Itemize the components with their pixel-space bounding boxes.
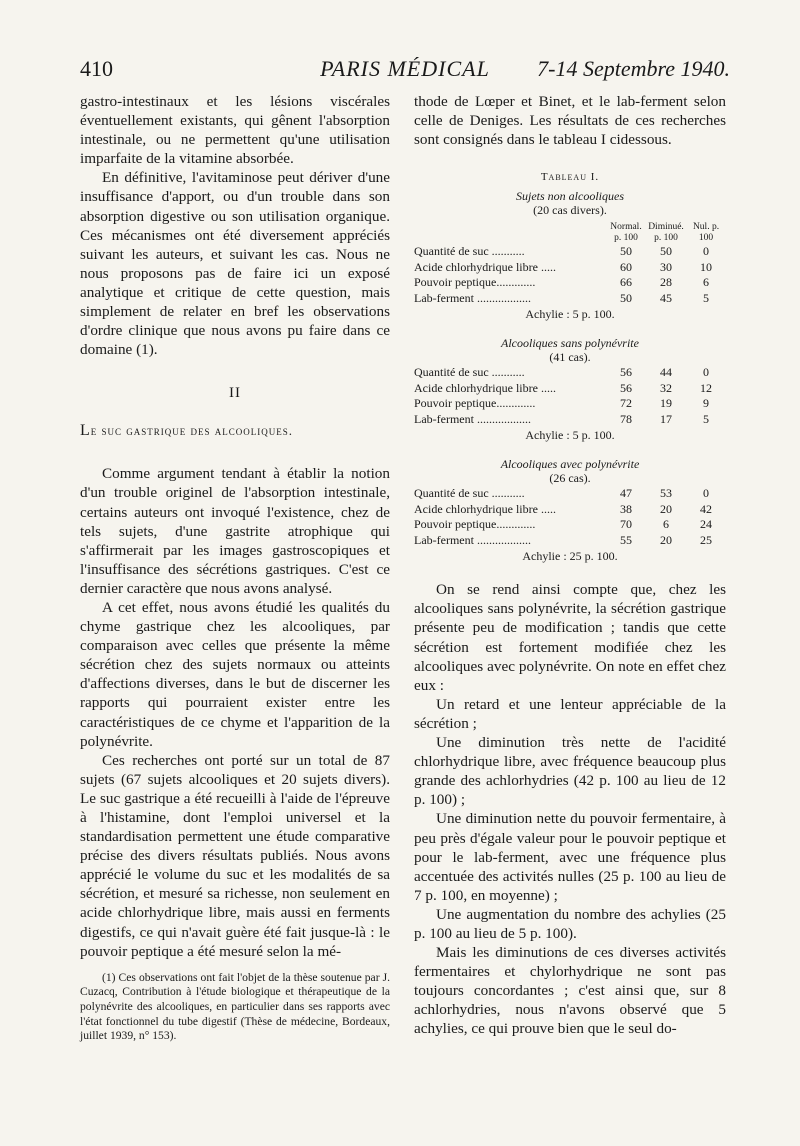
table-row [414,275,726,291]
cell-normal: 38 [620,501,632,516]
row-label: Lab-ferment .................. [414,532,531,547]
cell-diminished: 53 [660,486,672,501]
table-group [414,457,726,564]
cell-diminished: 50 [660,244,672,259]
paragraph: Une diminution très nette de l'acidité chlorhydrique libre, avec fréquence beaucoup plus grande des achlorhydries (42 p. 100 au lieu de 12 p. 100) ; [414,734,726,809]
cell-null: 5 [703,411,709,426]
row-label: Acide chlorhydrique libre ..... [414,259,556,274]
cell-normal: 50 [620,244,632,259]
paragraph: Ces recherches ont porté sur un total de 87 sujets (67 sujets alcooliques et 20 sujets divers). Le suc gastrique a été recueilli à l'aide de l'épreuve à l'histamine, dont l'emploi universel et la standardisation permettent une étude comparative précise des divers résultats publiés. Nous avons apprécié le volume du suc et les modalités de sa sécrétion, et mesuré sa richesse, non seulement en acide chlorhydrique libre, mais aussi en ferments digestifs, ce qui n'avait guère été fait jusque-là : le pouvoir peptique a été mesuré selon la mé- [80,751,390,960]
row-label: Acide chlorhydrique libre ..... [414,501,556,516]
cell-null: 0 [703,244,709,259]
cell-diminished: 6 [663,517,669,532]
paragraph: Une diminution nette du pouvoir fermentaire, à peu près d'égale valeur pour le pouvoir peptique et pour le lab-ferment, avec une fréquence plus accentuée des activités nulles (25 p. 100 au lieu de 7 p. 100, en moyenne) ; [414,810,726,904]
column-header: Normal. p. 100 [610,222,642,244]
section-title: Le suc gastrique des alcooliques. [80,422,294,440]
table-group [414,189,726,322]
row-label: Lab-ferment .................. [414,411,531,426]
row-label: Quantité de suc ........... [414,486,525,501]
cell-normal: 60 [620,259,632,274]
paragraph: Un retard et une lenteur appréciable de la sécrétion ; [414,695,726,732]
cell-diminished: 30 [660,259,672,274]
table-row [414,502,726,518]
group-title: Sujets non alcooliques [516,189,624,204]
paragraph: Comme argument tendant à établir la notion d'un trouble originel de l'absorption intestinale, certains auteurs ont invoqué l'existence, chez de tels sujets, d'une gastrite atrophique qui s'affirmerait par les images gastroscopiques et l'insuffisance des sécrétions gastriques. C'est ce dernier caractère que nous avons analysé. [80,465,390,597]
cell-normal: 70 [620,517,632,532]
cell-diminished: 28 [660,275,672,290]
cell-normal: 50 [620,290,632,305]
column-header: Nul. p. 100 [692,222,720,244]
table-row [414,412,726,428]
cell-null: 5 [703,290,709,305]
cell-null: 0 [703,365,709,380]
cell-normal: 55 [620,532,632,547]
cell-null: 0 [703,486,709,501]
row-label: Quantité de suc ........... [414,244,525,259]
cell-normal: 78 [620,411,632,426]
cell-normal: 72 [620,396,632,411]
cell-diminished: 19 [660,396,672,411]
table-column-headers [414,222,726,244]
row-label: Pouvoir peptique............. [414,517,536,532]
paragraph: En définitive, l'avitaminose peut dériver d'une insuffisance d'apport, ou d'un trouble dans son absorption digestive ou son utilisation organique. Ces mécanismes ont été diversement appréciés suivant les auteurs, et suivant les cas. Nous ne nous proposons pas de faire ici un exposé analytique et critique de cette question, mais simplement de relater en bref les observations d'ordre clinique que nous avons pu faire dans ce domaine (1). [80,169,390,359]
table-row [414,517,726,533]
row-label: Quantité de suc ........... [414,365,525,380]
paragraph: A cet effet, nous avons étudié les qualités du chyme gastrique chez les alcooliques, par comparaison avec celles que présente la même sécrétion chez des sujets normaux ou atteints d'affections diverses, dans le but de discerner les rapports qui pourraient exister entre les caractéristiques de ce chyme et l'apparition de la polynévrite. [80,598,390,750]
table-row [414,486,726,502]
paragraph: Une augmentation du nombre des achylies (25 p. 100 au lieu de 5 p. 100). [414,905,726,942]
paragraph: gastro-intestinaux et les lésions viscérales éventuellement existants, qui gênent l'absorption intestinale, ou ne permettent qu'une utilisation imparfaite de la vitamine absorbée. [80,93,390,168]
row-label: Pouvoir peptique............. [414,275,536,290]
group-footer: Achylie : 5 p. 100. [525,307,615,322]
section-number: II [229,385,241,402]
paragraph: On se rend ainsi compte que, chez les alcooliques sans polynévrite, la sécrétion gastrique présente peu de modification ; tandis que cette sécrétion est fortement modifiée chez les alcooliques avec polynévrite. On note en effet chez eux : [414,581,726,694]
cell-diminished: 20 [660,501,672,516]
cell-null: 12 [700,380,712,395]
table-row [414,533,726,549]
row-label: Pouvoir peptique............. [414,396,536,411]
journal-title: PARIS MÉDICAL [320,56,490,81]
table-row [414,381,726,397]
table-row [414,244,726,260]
group-cases: (26 cas). [549,471,591,486]
footnote [80,971,390,1044]
group-footer: Achylie : 25 p. 100. [522,549,618,564]
page-number: 410 [80,56,113,81]
page-header [80,56,730,86]
table-title: Tableau I. [540,171,600,184]
group-cases: (20 cas divers). [533,203,607,218]
right-column [414,92,726,1039]
group-footer: Achylie : 5 p. 100. [525,428,615,443]
group-cases: (41 cas). [549,350,591,365]
cell-diminished: 44 [660,365,672,380]
cell-diminished: 45 [660,290,672,305]
table-row [414,260,726,276]
cell-normal: 47 [620,486,632,501]
results-table [414,171,726,564]
cell-null: 24 [700,517,712,532]
footnote-text: (1) Ces observations ont fait l'objet de la thèse soutenue par J. Cuzacq, Contribution à l'étude biologique et thérapeutique de la polynévrite des alcooliques, en particulier dans ses rapports avec l'état fonctionnel du tube digestif (Thèse de médecine, Bordeaux, juillet 1939, n° 153). [80,970,390,1043]
cell-null: 42 [700,501,712,516]
cell-normal: 56 [620,365,632,380]
cell-null: 25 [700,532,712,547]
cell-null: 10 [700,259,712,274]
table-row [414,365,726,381]
cell-diminished: 32 [660,380,672,395]
cell-diminished: 17 [660,411,672,426]
cell-null: 6 [703,275,709,290]
paragraph: thode de Lœper et Binet, et le lab-ferment selon celle de Deniges. Les résultats de ces recherches sont consignés dans le tableau I cidessous. [414,93,726,149]
column-header: Diminué. p. 100 [648,222,684,244]
group-title: Alcooliques avec polynévrite [500,457,640,472]
cell-null: 9 [703,396,709,411]
row-label: Lab-ferment .................. [414,290,531,305]
paragraph: Mais les diminutions de ces diverses activités fermentaires et chylorhydrique ne sont pas toujours concordantes ; c'est ainsi que, sur 8 achlorhydries, nous n'avons observé que 5 achylies, ce qui prouve bien que le seul do- [414,944,726,1038]
table-row [414,396,726,412]
group-title: Alcooliques sans polynévrite [501,336,639,351]
table-group [414,336,726,443]
cell-diminished: 20 [660,532,672,547]
issue-date: 7-14 Septembre 1940. [537,56,730,81]
table-row [414,291,726,307]
row-label: Acide chlorhydrique libre ..... [414,380,556,395]
left-column [80,92,390,1044]
cell-normal: 66 [620,275,632,290]
cell-normal: 56 [620,380,632,395]
